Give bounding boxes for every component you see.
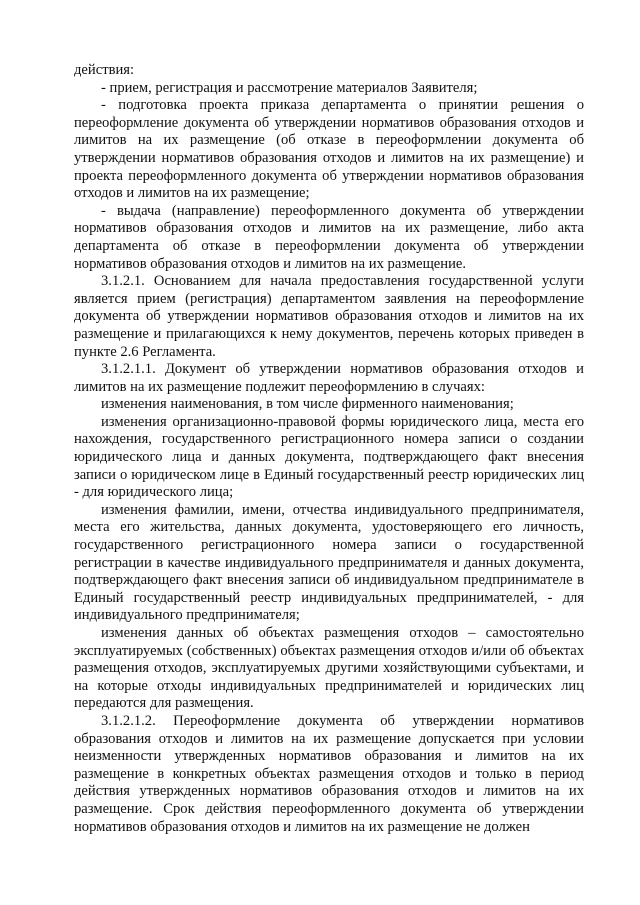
- list-item-issuance: - выдача (направление) переоформленного документа об утверждении нормативов образования отходов и лимитов на их размещение, либо акта департамента об отказе в переоформлении документа об утверждении нормативов образования отходов и лимитов на их размещение.: [74, 202, 584, 272]
- case-waste-objects-change: изменения данных об объектах размещения отходов – самостоятельно эксплуатируемых (собственных) объектах размещения отходов и/или об объектах размещения отходов, эксплуатируемых другими хозяйствующими субъектами, и на которые отходы индивидуальных предпринимателей и юридических лиц передаются для размещения.: [74, 625, 584, 712]
- case-entrepreneur-change: изменения фамилии, имени, отчества индивидуального предпринимателя, места его жительства, данных документа, удостоверяющего его личность, государственного регистрационного номера записи о государственной регистрации в качестве индивидуального предпринимателя и данных документа, подтверждающего факт внесения записи об индивидуальном предпринимателе в Единый государственный реестр индивидуальных предпринимателей, - для индивидуального предпринимателя;: [74, 501, 584, 624]
- paragraph-3-1-2-1-2: 3.1.2.1.2. Переоформление документа об утверждении нормативов образования отходов и лимитов на их размещение допускается при условии неизменности утвержденных нормативов образования и лимитов на их размещение в конкретных объектах размещения отходов и только в период действия утвержденных нормативов образования отходов и лимитов на их размещение. Срок действия переоформленного документа об утверждении нормативов образования отходов и лимитов на их размещение не должен: [74, 712, 584, 835]
- list-item-reception: - прием, регистрация и рассмотрение материалов Заявителя;: [101, 79, 478, 96]
- paragraph-3-1-2-1: 3.1.2.1. Основанием для начала предоставления государственной услуги является прием (регистрация) департаментом заявления на переоформление документа об утверждении нормативов образования отходов и лимитов на их размещение и прилагающихся к нему документов, перечень которых приведен в пункте 2.6 Регламента.: [74, 273, 584, 360]
- case-legal-entity-change: изменения организационно-правовой формы юридического лица, места его нахождения, государственного регистрационного номера записи о создании юридического лица и данных документа, подтверждающего факт внесения записи о юридическом лице в Единый государственный реестр юридических лиц - для юридического лица;: [74, 413, 584, 501]
- paragraph-3-1-2-1-1: 3.1.2.1.1. Документ об утверждении нормативов образования отходов и лимитов на их размещение подлежит переоформлению в случаях:: [74, 361, 584, 395]
- case-name-change: изменения наименования, в том числе фирменного наименования;: [101, 396, 514, 413]
- paragraph-continuation: действия:: [74, 62, 135, 78]
- list-item-order-draft: - подготовка проекта приказа департамента о принятии решения о переоформление документа об утверждении нормативов образования отходов и лимитов на их размещение (об отказе в переоформлении документа об утверждении нормативов образования отходов и лимитов на их размещение) и проекта переоформленного документа об утверждении нормативов образования отходов и лимитов на их размещение;: [74, 97, 584, 202]
